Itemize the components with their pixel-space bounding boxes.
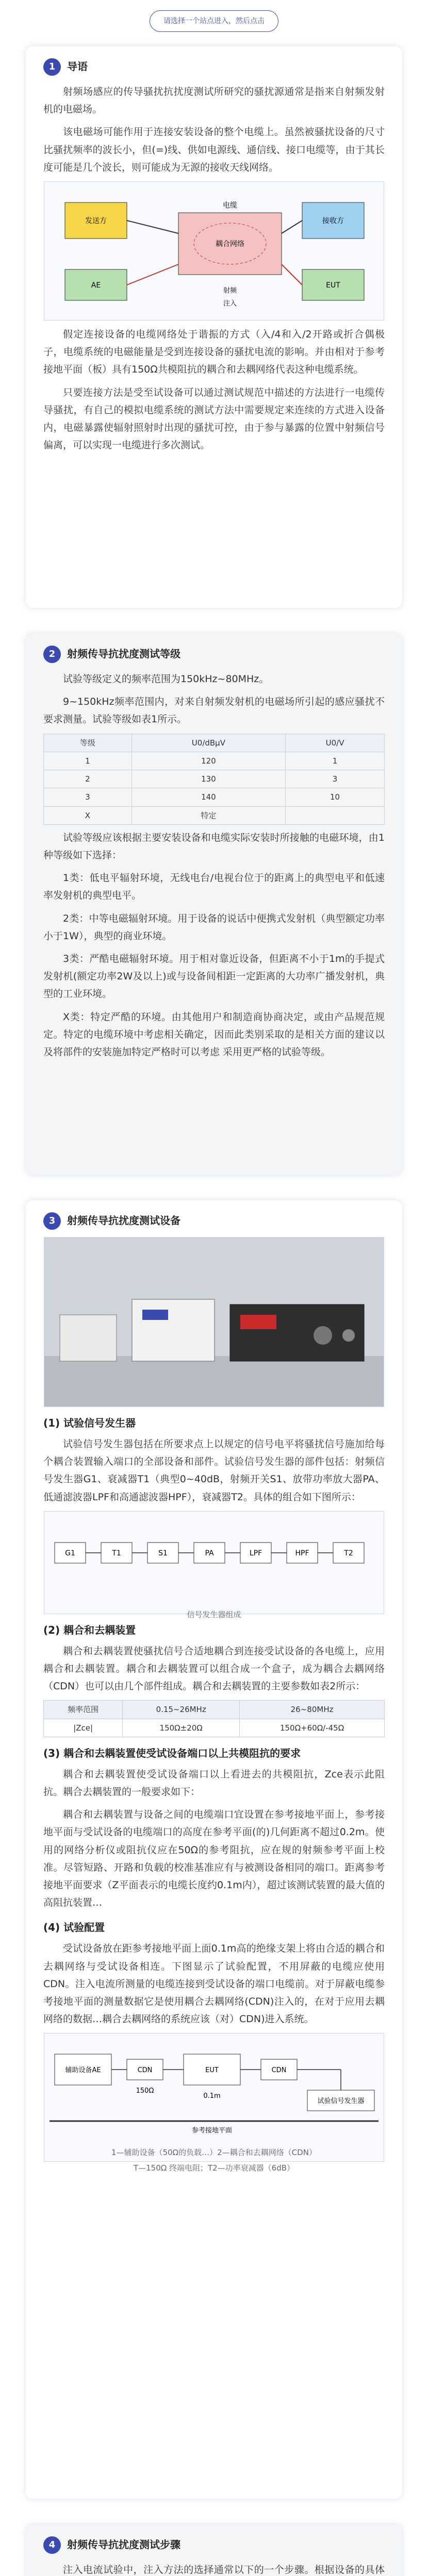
table-row xyxy=(44,770,385,788)
fig-label-sender: 发送方 xyxy=(85,216,107,225)
table-cell: 140 xyxy=(131,788,285,806)
table-cell: 120 xyxy=(131,752,285,770)
table-cell: 130 xyxy=(131,770,285,788)
procedure-title: 射频传导抗扰度测试步骤 xyxy=(67,2538,180,2551)
equipment-header xyxy=(43,1212,385,1230)
equipment-paragraph-4: 耦合和去耦装置与设备之间的电缆端口宜设置在参考接地平面上，参考接地平面与受试设备的电缆端口的高度在参考平面(的)几何距离不超过0.2m。使用的网络分析仪或阻抗仪应在50Ω的参考阻抗，应在规的射频参考平面上校准。尽管短路、开路和负载的校准基准应有与被测设备相同的端口。距离参考接地平面要求（Z平面表示的电缆长度约0.1m内），超过该测试装置的最大值的高阻抗装置… xyxy=(43,1809,385,1909)
test-setup-note: T—150Ω 终端电阻；T2—功率衰减器（6dB） xyxy=(133,2163,295,2173)
levels-paragraph-2: 9~150kHz频率范围内，对来自射频发射机的电磁场所引起的感应骚扰不要求测量。试验等级如表1所示。 xyxy=(43,696,385,725)
table-row xyxy=(44,752,385,770)
section-number-icon: 3 xyxy=(43,1212,61,1230)
table-cell xyxy=(286,806,385,824)
gen-block-t2: T2 xyxy=(344,1549,353,1557)
signal-generator-caption: 信号发生器组成 xyxy=(187,1610,241,1620)
equipment-heading-3: (3) 耦合和去耦装置使受试设备端口以上共模阻抗的要求 xyxy=(43,1747,301,1759)
table-row xyxy=(44,806,385,824)
signal-generator-svg xyxy=(44,1512,384,1599)
test-setup-diagram xyxy=(44,2033,384,2173)
coupling-table-header: 频率范围 xyxy=(44,1701,123,1719)
table-cell: 1 xyxy=(44,752,132,770)
level-item-2: 2类：中等电磁辐射环境。用于设备的说话中便携式发射机（典型额定功率小于1W），典型的商业环境。 xyxy=(43,912,385,942)
test-setup-caption: 1—辅助设备（50Ω的负载…）2—耦合和去耦网络（CDN） xyxy=(111,2147,317,2157)
intro-paragraph-3: 假定连接设备的电缆网络处于谐振的方式（入/4和入/2开路或折合偶极子，电缆系统的电磁能量是受到连接设备的骚扰电流的影响。并由相对于参考接地平面（板）具有150Ω共模阻抗的耦合和去耦网络代表这种电缆系统。 xyxy=(43,328,385,376)
procedure-header xyxy=(43,2536,385,2554)
levels-paragraph-1: 试验等级定义的频率范围为150kHz~80MHz。 xyxy=(63,673,269,685)
procedure-card xyxy=(26,2524,402,2576)
levels-table xyxy=(43,734,385,825)
setup-label-150ohm: 150Ω xyxy=(136,2087,154,2095)
procedure-paragraph-1: 注入电流试验中，注入方法的选择通常以下的一个步骤。根据设备的具体 xyxy=(63,2564,385,2575)
intro-title: 导语 xyxy=(67,60,88,73)
equipment-heading-4: (4) 试验配置 xyxy=(43,1921,105,1934)
table-cell: 3 xyxy=(44,788,132,806)
table-cell: 特定 xyxy=(131,806,285,824)
coupling-table-header: 0.15~26MHz xyxy=(123,1701,240,1719)
level-item-x: X类：特定严酷的环境。由其他用户和制造商协商决定，或由产品规范规定。特定的电缆环境中考虑相关确定，因而此类别采取的是相关方面的建议以及将部件的安装施加特定严格时可以考虑 采用更严格的试验等级。 xyxy=(43,1011,385,1058)
intro-paragraph-2: 该电磁场可能作用于连接安装设备的整个电缆上。虽然被骚扰设备的尺寸比骚扰频率的波长小，但(=)线、供如电源线、通信线、接口电缆等，由于其长度可能是几个波长，则可能成为无源的接收天线网络。 xyxy=(43,126,385,173)
setup-label-generator: 试验信号发生器 xyxy=(317,2097,365,2106)
levels-table-header: 等级 xyxy=(44,734,132,752)
table-cell: 1 xyxy=(286,752,385,770)
equipment-paragraph-3: 耦合和去耦装置使受试设备端口以上看进去的共模阻抗，Zce表示此阻抗。耦合去耦装置的一般要求如下： xyxy=(43,1768,385,1798)
table-cell: 3 xyxy=(286,770,385,788)
equipment-paragraph-2: 耦合和去耦装置使骚扰信号合适地耦合到连接受试设备的各电缆上，应用耦合和去耦装置。耦合和去耦装置可以组合成一个盒子，成为耦合去耦网络（CDN）也可以由几个部件组成。耦合和去耦装置的主要参数如表2所示： xyxy=(43,1645,385,1692)
level-item-1: 1类：低电平辐射环境，无线电台/电视台位于的距离上的典型电平和低速率发射机的典型电平。 xyxy=(43,872,385,902)
equipment-paragraph-1: 试验信号发生器包括在所要求点上以规定的信号电平将骚扰信号施加给每个耦合装置输入端口的全部设备和部件。试验信号发生器的部件包括：射频信号发生器G1、衰减器T1（典型0~40dB，射频开关S1、放带功率放大器PA、低通滤波器LPF和高通滤波器HPF），衰减器T2。具体的组合如下图所示： xyxy=(43,1438,385,1503)
levels-card xyxy=(26,634,402,1175)
intro-card xyxy=(26,46,402,608)
test-setup-svg xyxy=(44,2033,384,2137)
fig-label-receiver: 接收方 xyxy=(322,216,344,225)
setup-label-ae: 辅助设备AE xyxy=(65,2066,101,2075)
equipment-photo-svg xyxy=(44,1238,384,1406)
level-item-3: 3类：严酷电磁辐射环境。用于相对靠近设备，但距离不小于1m的手提式发射机(额定功率2W及以上)或与设备间相距一定距离的大功率广播发射机，典型的工业环境。 xyxy=(43,953,385,1000)
equipment-heading-2: (2) 耦合和去耦装置 xyxy=(43,1623,136,1636)
gen-block-g1: G1 xyxy=(65,1549,75,1557)
setup-label-cdn-2: CDN xyxy=(271,2066,287,2075)
setup-label-ground: 参考接地平面 xyxy=(191,2127,233,2135)
equipment-heading-1: (1) 试验信号发生器 xyxy=(43,1417,136,1429)
gen-block-lpf: LPF xyxy=(249,1549,262,1557)
fig-label-cable: 电缆 xyxy=(223,201,237,210)
fig-label-ae: AE xyxy=(91,281,101,290)
intro-header xyxy=(43,58,385,76)
levels-title: 射频传导抗扰度测试等级 xyxy=(67,648,180,660)
table-cell: 10 xyxy=(286,788,385,806)
fig-label-network: 耦合网络 xyxy=(216,240,244,248)
section-number-icon: 2 xyxy=(43,646,61,663)
levels-table-header: U0/V xyxy=(286,734,385,752)
coupling-diagram xyxy=(44,181,384,320)
signal-generator-diagram xyxy=(44,1511,384,1620)
header-pill[interactable]: 请选择一个站点进入，然后点击 xyxy=(150,10,278,32)
coupling-diagram-svg xyxy=(44,182,384,320)
fig-label-rf: 射频 xyxy=(223,286,237,295)
equipment-photo xyxy=(44,1237,384,1407)
table-row xyxy=(44,788,385,806)
equipment-title: 射频传导抗扰度测试设备 xyxy=(67,1214,180,1227)
setup-label-eut: EUT xyxy=(205,2066,219,2075)
equipment-paragraph-5: 受试设备放在距参考接地平面上面0.1m高的绝缘支架上将由合适的耦合和去耦网络与受试设备相连。下图显示了试验配置，不用屏蔽的电缆应使用CDN。注入电流所测量的电缆连接到受试设备的端口电缆前。对于屏蔽电缆参考接地平面的测量数据它是使用耦合去耦网络(CDN)注入的，在对于应用去耦网络的数据…耦合去耦网络的系统应该（对）CDN)进入系统。 xyxy=(43,1943,385,2025)
gen-block-hpf: HPF xyxy=(295,1549,309,1557)
table-cell: 150Ω+60Ω/-45Ω xyxy=(240,1719,385,1737)
equipment-card xyxy=(26,1200,402,2499)
table-cell: 150Ω±20Ω xyxy=(123,1719,240,1737)
intro-paragraph-1: 射频场感应的传导骚扰抗扰度测试所研究的骚扰源通常是指来自射频发射机的电磁场。 xyxy=(43,86,385,115)
fig-label-injection: 注入 xyxy=(223,299,237,308)
table-cell: 2 xyxy=(44,770,132,788)
table-cell: X xyxy=(44,806,132,824)
table-row xyxy=(44,1719,385,1737)
coupling-table-header: 26~80MHz xyxy=(240,1701,385,1719)
section-number-icon: 1 xyxy=(43,58,61,76)
gen-block-pa: PA xyxy=(205,1549,214,1557)
section-number-icon: 4 xyxy=(43,2536,61,2554)
intro-paragraph-4: 只要连接方法是受至试设备可以通过测试规范中描述的方法进行一电缆传导骚扰，有自己的模拟电缆系统的测试方法中需要规定来连续的方式进入设备内，电磁暴露使辐射照射时出现的骚扰可控，由于参与暴露的位置中射频信号偏离，可以实现一电缆进行多次测试。 xyxy=(43,386,385,451)
setup-label-cdn-1: CDN xyxy=(137,2066,153,2075)
gen-block-t1: T1 xyxy=(112,1549,121,1557)
levels-header xyxy=(43,645,385,663)
setup-label-height: 0.1m xyxy=(203,2092,221,2100)
levels-table-header: U0/dBμV xyxy=(131,734,285,752)
gen-block-s1: S1 xyxy=(158,1549,168,1557)
fig-label-eut: EUT xyxy=(326,281,340,290)
table-cell: |Zce| xyxy=(44,1719,123,1737)
coupling-param-table xyxy=(43,1700,385,1737)
levels-paragraph-3: 试验等级应该根据主要安装设备和电缆实际安装时所接触的电磁环境，由1种等级如下选择： xyxy=(43,832,385,861)
